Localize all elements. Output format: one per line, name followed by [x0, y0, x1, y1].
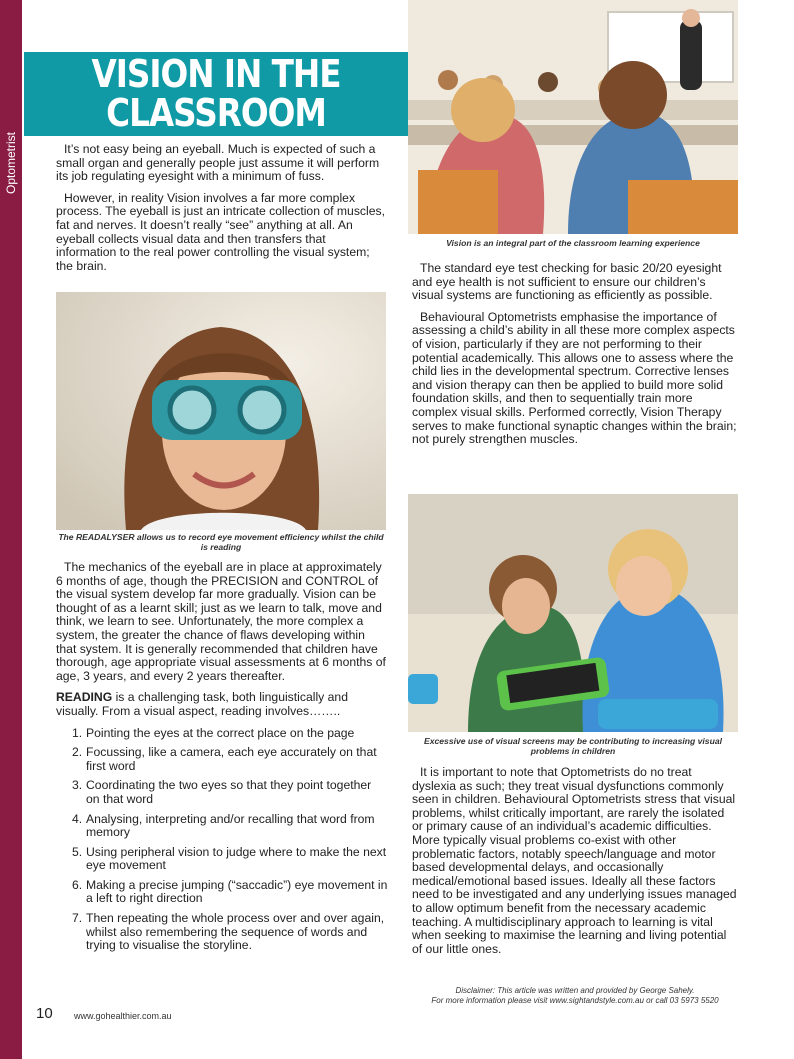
list-item: 7. Then repeating the whole process over and over again, whilst also remembering the sequence of words and trying to visualise the storyline. — [72, 911, 385, 953]
caption-girl-photo: The READALYSER allows us to record eye movement efficiency whilst the child is reading — [58, 532, 384, 552]
photo-girl-goggles — [56, 292, 386, 530]
list-item: 2. Focussing, like a camera, each eye accurately on that first word — [72, 745, 377, 773]
right-paragraph-1: The standard eye test checking for basic 20/20 eyesight and eye health is not sufficient to ensure our children’s visual systems are functioning as efficiently as possible. — [412, 261, 722, 303]
intro-text — [56, 143, 388, 281]
page-title: VISION IN THE CLASSROOM — [91, 52, 341, 135]
disclaimer — [412, 986, 738, 1006]
caption-classroom-photo: Vision is an integral part of the classroom learning experience — [446, 238, 700, 248]
right-paragraph-2: Behavioural Optometrists emphasise the importance of assessing a child’s ability in all these more complex aspects of vision, particularly if they are not performing to their potential academically. This allows one to assess where the child lies in the developmental spectrum. Corrective lenses and vision therapy can then be applied to build more solid foundation skills, and then to sequentially train more complex visual skills. Performed correctly, Vision Therapy serves to make functional synaptic changes within the brain; not purely strengthen muscles. — [412, 309, 737, 447]
body-text-right — [412, 262, 738, 455]
list-item: 6. Making a precise jumping (“saccadic”) eye movement in a left to right direction — [72, 877, 388, 906]
closing-paragraph: It is important to note that Optometrists do no treat dyslexia as such; they treat visual dysfunctions commonly seen in children. Behavioural Optometrists stress that visual problems, whilst critically important, are rarely the isolated or primary cause of an individual’s academic difficulties. More typically visual problems co-exist with other problematic factors, notably speech/language and motor based developmental delays, and occasionally medical/emotional based issues. Ideally all these factors need to be investigated and any underlying issues managed to allow optimum benefit from the necessary academic teaching. A multidisciplinary approach to learning is vital when seeking to maximise the learning and living potential of our little ones. — [412, 765, 737, 956]
list-item: 5. Using peripheral vision to judge where to make the next eye movement — [72, 844, 387, 873]
reading-steps — [72, 727, 388, 953]
closing-text — [412, 766, 738, 964]
mechanics-paragraph: The mechanics of the eyeball are in place at approximately 6 months of age, though the PRECISION and CONTROL of the visual system develop far more gradually. Vision can be thought of as a learnt skill; just as we learn to talk, move and think, we learn to see. Unfortunately, the more complex a system, the greater the chance of flaws developing within that system. It is generally recommended that children have thorough, age appropriate visual assessments at 6 months of age, 3 years, and every 2 years thereafter. — [56, 560, 386, 683]
intro-paragraph-2: However, in reality Vision involves a far more complex process. The eyeball is just an intricate collection of muscles, fat and nerves. It doesn’t really “see” anything at all. An eyeball collects visual data and then transfers that information to the real power controlling the visual system; the brain. — [56, 190, 385, 273]
photo-children-tablet — [408, 494, 738, 732]
reading-paragraph — [56, 691, 388, 718]
photo-classroom — [408, 0, 738, 234]
list-item: 1. Pointing the eyes at the correct place on the page — [72, 725, 355, 740]
reading-lead: READING — [56, 690, 113, 705]
disclaimer-line-2: For more information please visit www.sightandstyle.com.au or call 03 5973 5520 — [431, 996, 719, 1005]
section-label: Optometrist — [4, 131, 18, 195]
list-item: 4. Analysing, interpreting and/or recalling that word from memory — [72, 811, 375, 840]
intro-paragraph-1: It’s not easy being an eyeball. Much is expected of such a small organ and generally people just assume it will perform its job regulating eyesight with a minimum of fuss. — [56, 142, 380, 184]
body-text-left — [56, 561, 388, 959]
footer-url: www.gohealthier.com.au — [74, 1011, 172, 1021]
caption-tablet-photo: Excessive use of visual screens may be contributing to increasing visual problems in children — [423, 736, 723, 756]
reading-text: is a challenging task, both linguistically and visually. From a visual aspect, reading involves…….. — [56, 690, 348, 718]
list-item: 3. Coordinating the two eyes so that they point together on that word — [72, 778, 372, 806]
disclaimer-line-1: Disclaimer: This article was written and provided by George Sahely. — [455, 986, 695, 995]
page-number: 10 — [36, 1005, 53, 1022]
